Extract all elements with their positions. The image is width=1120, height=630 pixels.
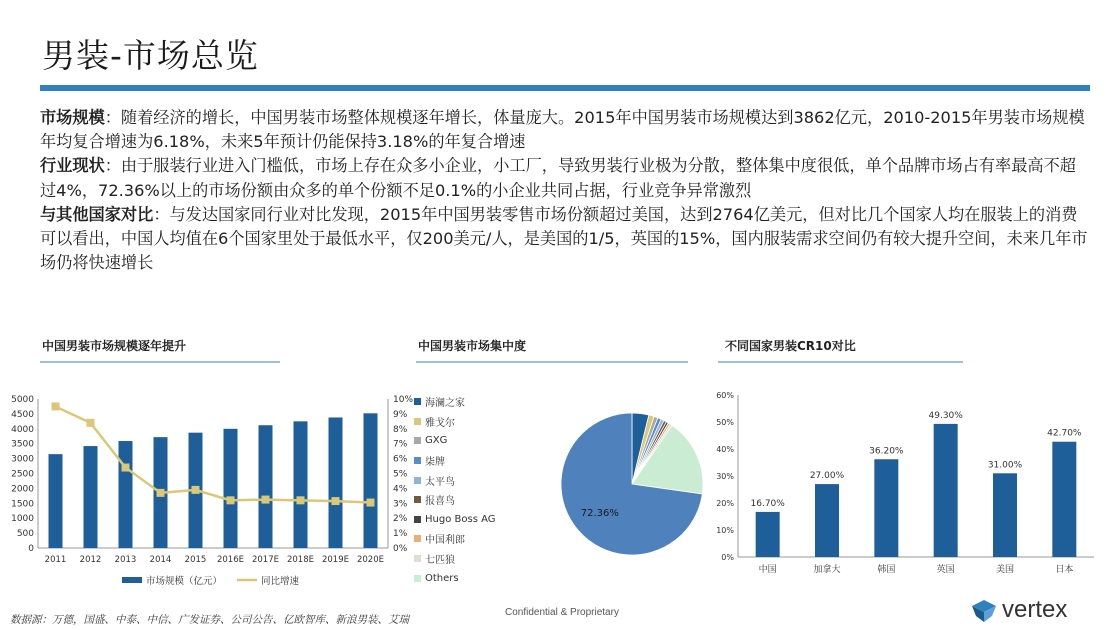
bar-value-label: 27.00% xyxy=(809,471,845,482)
bar-cr10 xyxy=(756,512,780,557)
pie-legend-label: GXG xyxy=(425,435,448,447)
chart1-title: 中国男装市场规模逐年提升 xyxy=(42,339,187,353)
pie-legend-label: 柒牌 xyxy=(425,457,445,469)
x-tick-label: 加拿大 xyxy=(813,565,841,575)
pie-slice-label: 72.36% xyxy=(580,507,619,519)
x-tick-label: 中国 xyxy=(758,565,777,575)
y-tick-label: 30% xyxy=(716,472,734,481)
right-tick-label: 8% xyxy=(393,424,408,435)
y-tick-label: 0% xyxy=(721,553,734,562)
pie-legend-label: 七匹狼 xyxy=(425,555,455,567)
bar-value-label: 36.20% xyxy=(869,446,904,457)
bar-value-label: 16.70% xyxy=(750,498,785,509)
paragraph-heading: 与其他国家对比 xyxy=(40,204,154,224)
data-source-note: 数据源：万德，国盛、中泰、中信、广发证券、公司公告、亿欧智库、新浪男装、艾瑞 xyxy=(10,614,409,626)
left-tick-label: 0 xyxy=(28,544,34,554)
right-tick-label: 1% xyxy=(393,529,408,540)
left-tick-label: 3500 xyxy=(11,439,34,450)
right-tick-label: 2% xyxy=(393,514,408,525)
x-tick-label: 2014 xyxy=(149,555,172,565)
y-tick-label: 40% xyxy=(716,445,734,454)
bar-cr10 xyxy=(815,484,839,557)
left-tick-label: 2000 xyxy=(11,484,34,495)
y-tick-label: 60% xyxy=(716,391,734,400)
confidential-note: Confidential & Proprietary xyxy=(505,607,619,618)
pie-legend-label: 雅戈尔 xyxy=(425,417,455,429)
right-tick-label: 3% xyxy=(393,499,408,510)
x-tick-label: 2015 xyxy=(184,555,207,565)
paragraph-body: ：由于服装行业进入门槛低，市场上存在众多小企业，小工厂，导致男装行业极为分散，整体集中度很低，单个品牌市场占有率最高不超过4%，72.36%以上的市场份额由众多的单个份额不足0.1%的小企业共同占据，行业竞争异常激烈 xyxy=(40,156,1076,200)
y-tick-label: 20% xyxy=(716,499,734,508)
left-tick-label: 3000 xyxy=(11,454,34,465)
right-tick-label: 10% xyxy=(393,395,414,405)
right-tick-label: 9% xyxy=(393,409,408,420)
legend-label-growth: 同比增速 xyxy=(261,576,300,587)
x-tick-label: 日本 xyxy=(1055,565,1074,575)
left-tick-label: 4500 xyxy=(11,409,34,420)
left-tick-label: 2500 xyxy=(11,469,34,480)
paragraph-heading: 行业现状 xyxy=(40,156,105,176)
pie-legend-label: Others xyxy=(425,572,459,584)
right-tick-label: 7% xyxy=(393,439,408,450)
bar-cr10 xyxy=(934,424,958,557)
pie-legend-label: 太平鸟 xyxy=(425,476,455,488)
vertex-logo-icon xyxy=(970,598,1000,624)
x-tick-label: 2020E xyxy=(356,555,385,565)
y-tick-label: 50% xyxy=(716,418,734,427)
legend-label-market-size: 市场规模（亿元） xyxy=(146,576,223,587)
x-tick-label: 2013 xyxy=(114,555,137,565)
pie-legend-label: 海澜之家 xyxy=(425,398,465,410)
page-title: 男装-市场总览 xyxy=(42,36,259,75)
bar-value-label: 49.30% xyxy=(928,410,963,421)
chart2-title: 中国男装市场集中度 xyxy=(418,339,527,353)
bar-value-label: 31.00% xyxy=(987,460,1023,471)
right-tick-label: 5% xyxy=(393,469,408,480)
bar-cr10 xyxy=(874,459,898,557)
logo-text: vertex xyxy=(1002,596,1068,623)
paragraph-body: ：与发达国家同行业对比发现，2015年中国男装零售市场份额超过美国，达到2764亿美元，但对比几个国家人均在服装上的消费可以看出，中国人均值在6个国家里处于最低水平，仅200美元/人，是美国的1/5，英国的15%，国内服装需求空间仍有较大提升空间，未来几年市场仍将快速增长 xyxy=(40,204,1088,273)
bar-value-label: 42.70% xyxy=(1047,428,1082,439)
paragraph-heading: 市场规模 xyxy=(40,108,105,127)
pie-legend-label: 报喜鸟 xyxy=(425,496,455,508)
x-tick-label: 2018E xyxy=(286,555,315,565)
x-tick-label: 2019E xyxy=(321,555,350,565)
pie-legend-label: 中国利郎 xyxy=(425,535,465,547)
vertex-logo xyxy=(970,596,1100,626)
left-tick-label: 4000 xyxy=(11,424,34,435)
right-tick-label: 4% xyxy=(393,484,408,495)
pie-legend-label: Hugo Boss AG xyxy=(425,513,496,525)
bar-cr10 xyxy=(1052,442,1076,557)
paragraph-body: ：随着经济的增长，中国男装市场整体规模逐年增长，体量庞大。2015年中国男装市场规模达到3862亿元，2010-2015年男装市场规模年均复合增速为6.18%，未来5年预计仍能保持3.18%的年复合增速 xyxy=(40,108,1085,152)
x-tick-label: 2011 xyxy=(44,555,67,565)
left-tick-label: 1000 xyxy=(11,514,34,525)
x-tick-label: 2017E xyxy=(251,555,280,565)
x-tick-label: 韩国 xyxy=(877,565,896,575)
left-tick-label: 5000 xyxy=(11,395,34,405)
left-tick-label: 500 xyxy=(16,529,34,540)
right-tick-label: 6% xyxy=(393,454,408,465)
chart3-title: 不同国家男装CR10对比 xyxy=(725,339,856,353)
right-tick-label: 0% xyxy=(393,544,408,554)
x-tick-label: 2016E xyxy=(216,555,245,565)
y-tick-label: 10% xyxy=(716,526,734,535)
x-tick-label: 美国 xyxy=(995,565,1015,575)
bar-cr10 xyxy=(993,473,1017,557)
left-tick-label: 1500 xyxy=(11,499,34,510)
x-tick-label: 英国 xyxy=(936,565,955,575)
x-tick-label: 2012 xyxy=(79,555,102,565)
